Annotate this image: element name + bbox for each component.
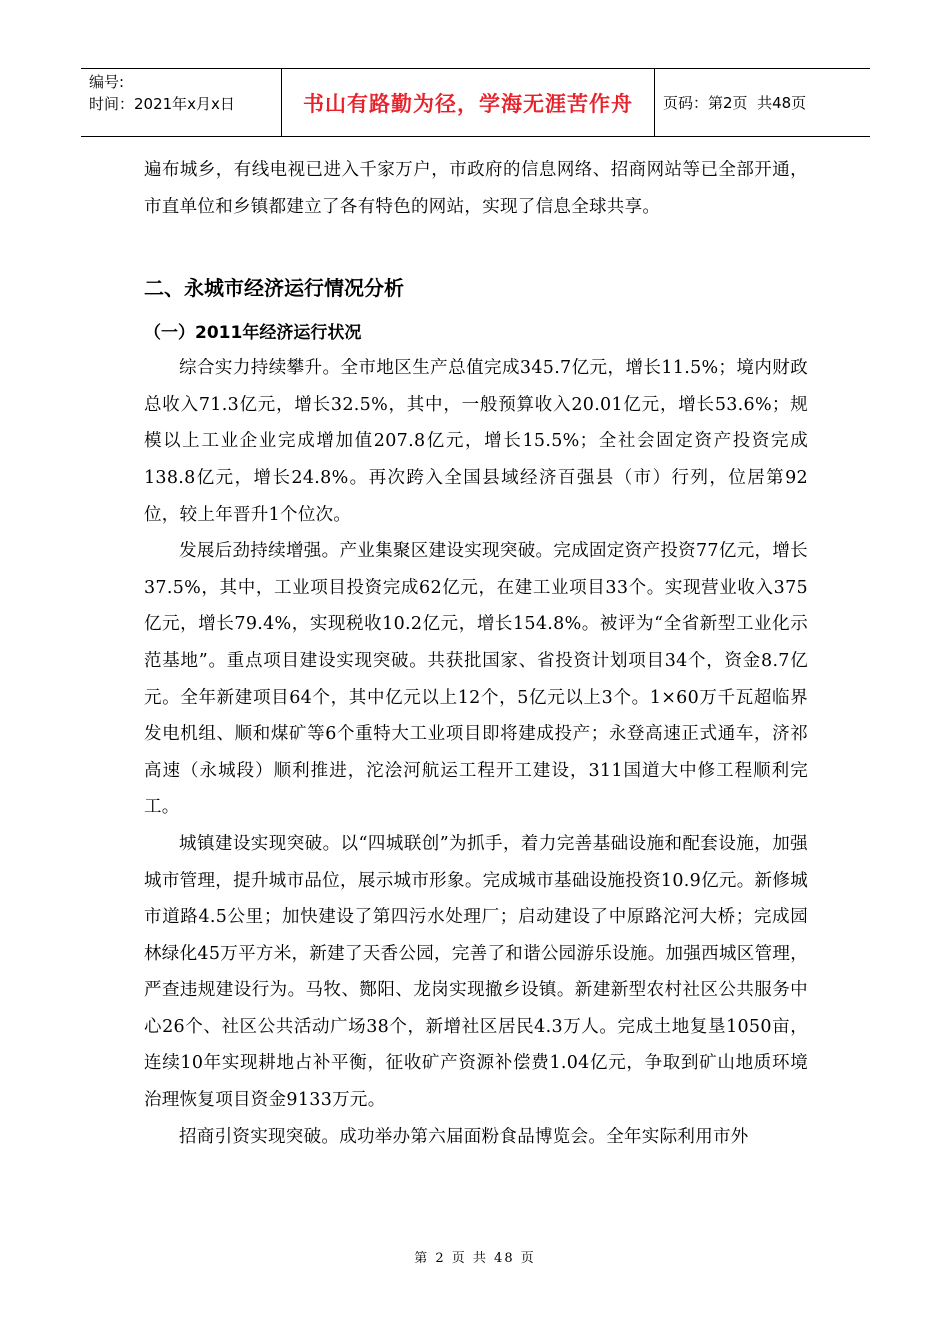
header-page-info — [655, 69, 870, 136]
date-label: 时间：2021年x月x日 — [89, 95, 235, 113]
document-body — [144, 152, 808, 1155]
page-info-text: 页码：第2页 共48页 — [663, 94, 807, 112]
paragraph-urban: 城镇建设实现突破。以“四城联创”为抓手，着力完善基础设施和配套设施，加强城市管理，提升城市品位，展示城市形象。完成城市基础设施投资10.9亿元。新修城市道路4.5公里；加快建设了第四污水处理厂；启动建设了中原路沱河大桥；完成园林绿化45万平方米，新建了天香公园，完善了和谐公园游乐设施。加强西城区管理，严查违规建设行为。马牧、酂阳、龙岗实现撤乡设镇。新建新型农村社区公共服务中心26个、社区公共活动广场38个，新增社区居民4.3万人。完成土地复垦1050亩，连续10年实现耕地占补平衡，征收矿产资源补偿费1.04亿元，争取到矿山地质环境治理恢复项目资金9133万元。 — [144, 833, 808, 1111]
subsection-heading: （一）2011年经济运行状况 — [144, 323, 362, 344]
paragraph-intro: 遍布城乡，有线电视已进入千家万户，市政府的信息网络、招商网站等已全部开通，市直单位和乡镇都建立了各有特色的网站，实现了信息全球共享。 — [144, 160, 808, 217]
header-motto: 书山有路勤为径，学海无涯苦作舟 — [282, 69, 655, 136]
paragraph-economy: 综合实力持续攀升。全市地区生产总值完成345.7亿元，增长11.5%；境内财政总收入71.3亿元，增长32.5%，其中，一般预算收入20.01亿元，增长53.6%；规模以上工业企业完成增加值207.8亿元，增长15.5%；全社会固定资产投资完成138.8亿元，增长24.8%。再次跨入全国县域经济百强县（市）行列，位居第92位，较上年晋升1个位次。 — [144, 358, 808, 525]
serial-label: 编号: — [89, 73, 125, 91]
page-footer: 第 2 页 共 48 页 — [414, 1251, 536, 1266]
section-heading: 二、永城市经济运行情况分析 — [144, 276, 404, 301]
paragraph-investment: 招商引资实现突破。成功举办第六届面粉食品博览会。全年实际利用市外 — [179, 1126, 749, 1147]
document-header — [81, 68, 870, 137]
paragraph-development: 发展后劲持续增强。产业集聚区建设实现突破。完成固定资产投资77亿元，增长37.5%，其中，工业项目投资完成62亿元，在建工业项目33个。实现营业收入375亿元，增长79.4%，实现税收10.2亿元，增长154.8%。被评为“全省新型工业化示范基地”。重点项目建设实现突破。共获批国家、省投资计划项目34个，资金8.7亿元。全年新建项目64个，其中亿元以上12个，5亿元以上3个。1×60万千瓦超临界发电机组、顺和煤矿等6个重特大工业项目即将建成投产；永登高速正式通车，济祁高速（永城段）顺利推进，沱浍河航运工程开工建设，311国道大中修工程顺利完工。 — [144, 541, 808, 818]
header-meta — [81, 69, 282, 136]
